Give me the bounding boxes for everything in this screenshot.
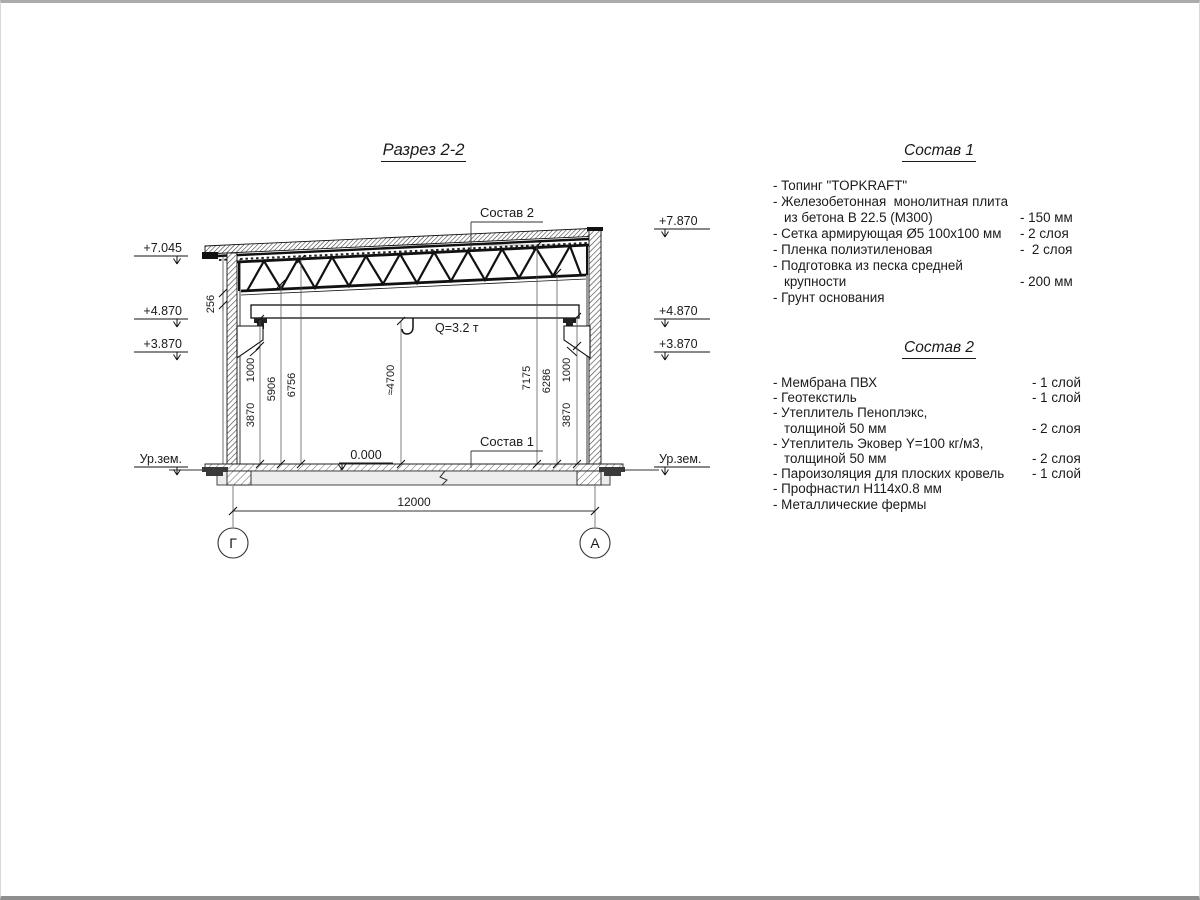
- spec-row: [773, 466, 1105, 481]
- spec-row: [773, 451, 1105, 466]
- parapet-cap: [587, 227, 603, 231]
- dim-right-roof: 7175: [521, 365, 533, 391]
- floor-slab: [205, 464, 623, 485]
- spec1-title-text: Состав 1: [902, 142, 976, 162]
- callout-floor-label: Состав 1: [480, 434, 534, 449]
- spec-row: [773, 290, 1105, 306]
- spec-item-value: - 2 слоя: [1032, 451, 1081, 467]
- spec-item-value: - 2 слоя: [1020, 242, 1073, 257]
- spec-item-text: толщиной 50 мм: [784, 451, 887, 467]
- spec-item-text: крупности: [784, 274, 847, 289]
- spec-item-value: [1020, 258, 1105, 274]
- spec-row: [773, 481, 1105, 496]
- spec-item-value: [1020, 178, 1105, 194]
- elevation-marks-left: [134, 241, 188, 475]
- elev-right-crane: +4.870: [659, 304, 698, 318]
- eave-cap: [202, 252, 218, 259]
- spec-item-value: - 1 слой: [1032, 375, 1081, 390]
- dim-hook-height: ≈4700: [385, 364, 397, 396]
- spec-row: [773, 226, 1105, 242]
- spec-item-value: - 1 слой: [1032, 390, 1081, 406]
- spec-item-value: [1032, 436, 1105, 451]
- spec-item-value: [1032, 497, 1105, 512]
- crane-beam: [251, 305, 579, 329]
- span-dimension: [229, 486, 599, 527]
- elev-right-ground: Ур.зем.: [659, 452, 702, 466]
- spec1-title: [773, 142, 1105, 160]
- dim-right-truss: 6286: [541, 368, 553, 394]
- spec-row: [773, 375, 1105, 390]
- spec-row: [773, 405, 1105, 420]
- spec-item-text: толщиной 50 мм: [784, 420, 887, 436]
- elev-left-ground: Ур.зем.: [139, 452, 182, 466]
- callout-floor: [471, 434, 543, 468]
- dim-span: 12000: [397, 495, 431, 509]
- spec-item-text: - Пароизоляция для плоских кровель: [773, 466, 1005, 482]
- elev-left-corbel: +3.870: [143, 337, 182, 351]
- spec-row: [773, 390, 1105, 405]
- dim-left-col: 3870: [245, 402, 257, 428]
- spec-item-text: - Профнастил Н114х0.8 мм: [773, 481, 942, 497]
- axis-label-left: Г: [229, 535, 237, 551]
- spec-item-text: - Подготовка из песка средней: [773, 258, 963, 273]
- spec-item-value: [1020, 194, 1105, 210]
- spec-item-text: - Мембрана ПВХ: [773, 375, 878, 390]
- spec-item-value: [1032, 481, 1105, 496]
- spec-item-text: - Железобетонная монолитная плита: [773, 194, 1009, 209]
- spec-row: [773, 242, 1105, 258]
- dim-left-truss: 5906: [266, 376, 278, 402]
- crane-capacity-label: Q=3.2 т: [435, 321, 479, 335]
- spec-item-value: - 2 слоя: [1020, 226, 1069, 241]
- spec-item-value: [1032, 405, 1105, 420]
- spec-item-value: - 200 мм: [1020, 274, 1073, 289]
- spec-composition-2: [773, 339, 1105, 512]
- section-view-title-text: Разрез 2-2: [381, 141, 467, 162]
- grid-axes: [218, 528, 610, 558]
- spec2-title-text: Состав 2: [902, 339, 976, 359]
- dim-right-corbel: 1000: [561, 357, 573, 383]
- spec-row: [773, 274, 1105, 290]
- spec-item-text: - Утеплитель Пеноплэкс,: [773, 405, 928, 421]
- left-wall: [223, 253, 240, 481]
- elev-left-crane: +4.870: [143, 304, 182, 318]
- elevation-marks-right: [654, 214, 710, 475]
- spec-row: [773, 194, 1105, 210]
- dim-left-roof: 6756: [286, 372, 298, 398]
- spec-item-value: - 150 мм: [1020, 210, 1073, 225]
- spec-item-text: - Металлические фермы: [773, 496, 927, 512]
- dim-left-corbel: 1000: [245, 357, 257, 383]
- spec-row: [773, 436, 1105, 451]
- spec-item-value: - 1 слой: [1032, 466, 1081, 482]
- spec-item-text: - Сетка армирующая Ø5 100x100 мм: [773, 226, 1002, 241]
- spec-item-text: - Грунт основания: [773, 290, 885, 305]
- spec-row: [773, 178, 1105, 194]
- spec-item-text: - Утеплитель Эковер Y=100 кг/м3,: [773, 435, 984, 451]
- spec-item-text: - Геотекстиль: [773, 390, 857, 406]
- elev-left-roof: +7.045: [143, 241, 182, 255]
- elev-right-parapet: +7.870: [659, 214, 698, 228]
- spec-row: [773, 421, 1105, 436]
- callout-roof-label: Состав 2: [480, 205, 534, 220]
- dim-truss-gap: 256: [205, 294, 217, 314]
- spec-row: [773, 210, 1105, 226]
- zero-level-label: 0.000: [350, 448, 382, 462]
- axis-label-right: А: [590, 535, 600, 551]
- dim-right-col: 3870: [561, 402, 573, 428]
- elev-right-corbel: +3.870: [659, 337, 698, 351]
- spec-item-value: - 2 слоя: [1032, 420, 1081, 436]
- spec-item-text: - Топинг "TOPKRAFT": [773, 178, 908, 193]
- left-corbel: [237, 326, 263, 358]
- crane-hook: [402, 318, 413, 334]
- spec-item-text: из бетона В 22.5 (М300): [784, 210, 933, 225]
- spec-item-text: - Пленка полиэтиленовая: [773, 242, 933, 257]
- spec-row: [773, 497, 1105, 512]
- spec2-title: [773, 339, 1105, 357]
- spec-composition-1: [773, 142, 1105, 306]
- spec-row: [773, 258, 1105, 274]
- spec-item-value: [1020, 290, 1105, 306]
